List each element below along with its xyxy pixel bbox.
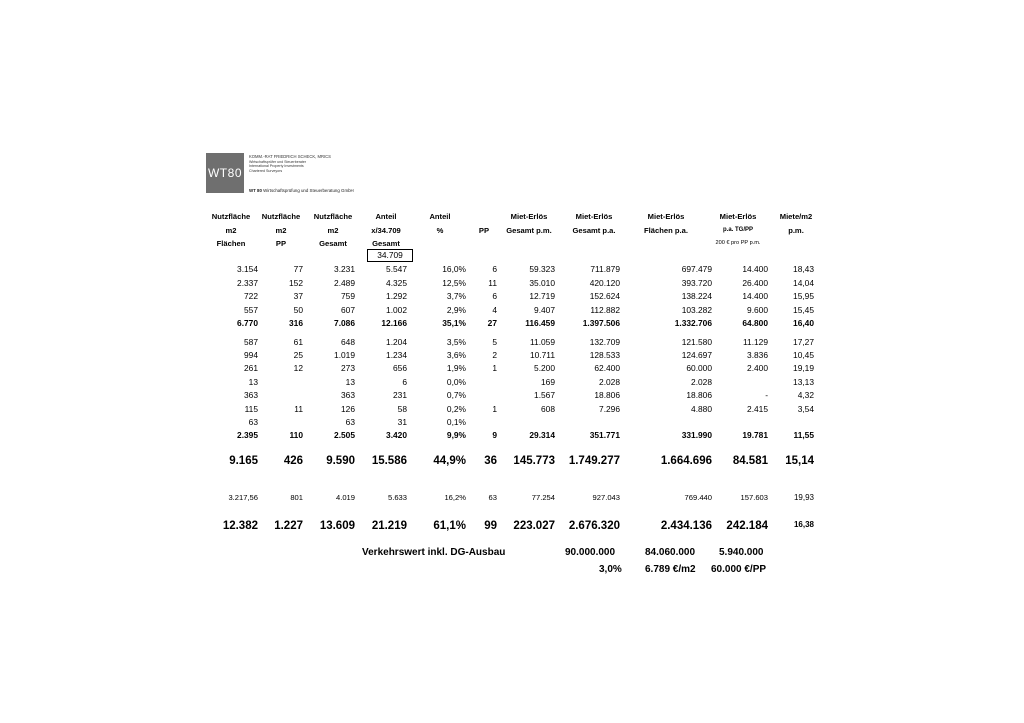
subtotal-cell: 1.664.696 — [660, 455, 712, 467]
table-row-cell: 11.129 — [743, 337, 768, 347]
extra-row-cell: 4.019 — [335, 493, 355, 502]
grand-total-cell: 13.609 — [319, 520, 355, 532]
table-row-cell: 9.407 — [534, 305, 555, 315]
group-total-cell: 27 — [487, 318, 497, 328]
table-row-cell: 1.234 — [386, 350, 407, 360]
table-row-cell: 3,7% — [446, 291, 466, 301]
column-header: Miet-Erlös — [575, 212, 613, 221]
grand-total-cell: 2.676.320 — [568, 520, 620, 532]
table-row-cell: 121.580 — [681, 337, 712, 347]
subtotal-cell: 44,9% — [433, 455, 466, 467]
table-row-cell: 58 — [397, 404, 407, 414]
subtotal-cell: 1.749.277 — [568, 455, 620, 467]
table-row-cell: 2.400 — [747, 363, 768, 373]
table-row-cell: 711.879 — [590, 264, 620, 274]
table-row-cell: 2.415 — [747, 404, 768, 414]
table-row-cell: 6 — [492, 264, 497, 274]
table-row-cell: 25 — [293, 350, 303, 360]
column-header: p.m. — [788, 226, 804, 235]
table-row-cell: 1.204 — [386, 337, 407, 347]
table-row-cell: 5.547 — [386, 264, 407, 274]
table-row-cell: 3.154 — [237, 264, 258, 274]
subtotal-cell: 9.590 — [326, 455, 355, 467]
column-header: m2 — [327, 226, 339, 235]
table-row-cell: 18.806 — [594, 390, 620, 400]
extra-row-cell: 77.254 — [531, 493, 555, 502]
table-row-cell: 35.010 — [529, 278, 555, 288]
grand-total-cell: 2.434.136 — [660, 520, 712, 532]
column-header: Miet-Erlös — [719, 212, 757, 221]
group-total-cell: 7.086 — [334, 318, 355, 328]
grand-total-cell: 61,1% — [433, 520, 466, 532]
group-total-cell: 64.800 — [742, 318, 768, 328]
letterhead-line2: Wirtschaftsprüfer und Steuerberater — [249, 159, 307, 164]
column-header: Miet-Erlös — [647, 212, 685, 221]
table-row-cell: 60.000 — [686, 363, 712, 373]
extra-row-cell: 157.603 — [740, 493, 768, 502]
table-row-cell: 273 — [341, 363, 355, 373]
column-header: Nutzfläche — [313, 212, 353, 221]
table-row-cell: 1.292 — [386, 291, 407, 301]
boxed-total-area: 34.709 — [367, 249, 413, 262]
group-total-cell: 9,9% — [446, 430, 466, 440]
table-row-cell: 1 — [492, 404, 497, 414]
extra-row-cell: 19,93 — [793, 493, 814, 502]
value-per-m2: 6.789 €/m2 — [645, 564, 696, 575]
grand-total-cell: 16,38 — [793, 520, 814, 529]
column-header: Nutzfläche — [211, 212, 251, 221]
table-row-cell: 16,0% — [442, 264, 466, 274]
table-row-cell: 5.200 — [534, 363, 555, 373]
table-row-cell: 59.323 — [529, 264, 555, 274]
column-header: Flächen p.a. — [644, 226, 688, 235]
table-row-cell: 77 — [293, 264, 303, 274]
table-row-cell: 2,9% — [446, 305, 466, 315]
group-total-cell: 110 — [289, 430, 303, 440]
table-row-cell: 0,2% — [446, 404, 466, 414]
grand-total-cell: 12.382 — [222, 520, 258, 532]
table-row-cell: 6 — [492, 291, 497, 301]
column-header: PP — [275, 239, 287, 248]
table-row-cell: 0,7% — [446, 390, 466, 400]
subtotal-cell: 145.773 — [513, 455, 555, 467]
table-row-cell: 124.697 — [681, 350, 712, 360]
market-value-pp: 5.940.000 — [719, 547, 764, 558]
table-row-cell: 152 — [289, 278, 303, 288]
table-row-cell: 1,9% — [446, 363, 466, 373]
table-row-cell: 13 — [248, 377, 258, 387]
table-row-cell: 2.028 — [599, 377, 620, 387]
letterhead-line4: Chartered Surveyors — [249, 168, 283, 173]
table-row-cell: 5 — [492, 337, 497, 347]
table-row-cell: 12 — [293, 363, 303, 373]
table-row-cell: 363 — [341, 390, 355, 400]
column-header: p.a. TG/PP — [722, 227, 753, 233]
table-row-cell: 1.567 — [534, 390, 555, 400]
group-total-cell: 2.395 — [237, 430, 258, 440]
table-row-cell: 37 — [293, 291, 303, 301]
table-row-cell: 132.709 — [589, 337, 620, 347]
table-row-cell: 2.489 — [334, 278, 355, 288]
grand-total-cell: 21.219 — [371, 520, 407, 532]
group-total-cell: 19.781 — [742, 430, 768, 440]
table-row-cell: 61 — [293, 337, 303, 347]
table-row-cell: 14.400 — [742, 291, 768, 301]
table-row-cell: 50 — [293, 305, 303, 315]
column-header: Gesamt p.m. — [506, 226, 552, 235]
table-row-cell: 656 — [393, 363, 407, 373]
table-row-cell: 3,54 — [797, 404, 814, 414]
table-row-cell: 12.719 — [529, 291, 555, 301]
value-per-pp: 60.000 €/PP — [711, 564, 767, 575]
column-header: % — [436, 226, 444, 235]
group-total-cell: 3.420 — [386, 430, 407, 440]
table-row-cell: 2.337 — [237, 278, 258, 288]
table-row-cell: 9.600 — [747, 305, 768, 315]
subtotal-cell: 426 — [283, 455, 303, 467]
column-header: Anteil — [375, 212, 397, 221]
grand-total-cell: 242.184 — [726, 520, 768, 532]
table-row-cell: 138.224 — [681, 291, 712, 301]
extra-row-cell: 801 — [290, 493, 303, 502]
group-total-cell: 35,1% — [442, 318, 466, 328]
subtotal-cell: 84.581 — [732, 455, 768, 467]
extra-row-cell: 16,2% — [444, 493, 466, 502]
table-row-cell: 759 — [341, 291, 355, 301]
firm-name-rest: Wirtschaftsprüfung und Steuerberatung GmbH — [263, 188, 354, 193]
table-row-cell: 18.806 — [686, 390, 712, 400]
group-total-cell: 331.990 — [681, 430, 712, 440]
table-row-cell: 6 — [402, 377, 407, 387]
table-row-cell: 557 — [244, 305, 258, 315]
table-row-cell: 3.231 — [334, 264, 355, 274]
table-row-cell: 10,45 — [793, 350, 814, 360]
subtotal-cell: 15.586 — [371, 455, 407, 467]
table-row-cell: 1.002 — [386, 305, 407, 315]
table-row-cell: 169 — [541, 377, 555, 387]
group-total-cell: 1.397.506 — [582, 318, 620, 328]
group-total-cell: 316 — [289, 318, 303, 328]
table-row-cell: 7.296 — [599, 404, 620, 414]
column-header: Flächen — [216, 239, 246, 248]
table-row-cell: 19,19 — [793, 363, 814, 373]
group-total-cell: 351.771 — [589, 430, 620, 440]
table-row-cell: 1 — [492, 363, 497, 373]
table-row-cell: 12,5% — [442, 278, 466, 288]
table-row-cell: 0,1% — [446, 417, 466, 427]
column-header: Gesamt — [372, 239, 400, 248]
table-row-cell: 14,04 — [793, 278, 814, 288]
market-value-label: Verkehrswert inkl. DG-Ausbau — [362, 547, 506, 558]
table-row-cell: 13,13 — [793, 377, 814, 387]
table-row-cell: 261 — [244, 363, 258, 373]
table-row-cell: 14.400 — [742, 264, 768, 274]
table-row-cell: 128.533 — [589, 350, 620, 360]
table-row-cell: 363 — [244, 390, 258, 400]
table-row-cell: 697.479 — [681, 264, 712, 274]
table-row-cell: 15,45 — [793, 305, 814, 315]
table-row-cell: 103.282 — [681, 305, 712, 315]
column-header: x/34.709 — [371, 226, 401, 235]
table-row-cell: 115 — [244, 404, 258, 414]
table-row-cell: 13 — [345, 377, 355, 387]
table-row-cell: 4,32 — [797, 390, 814, 400]
table-row-cell: 152.624 — [589, 291, 620, 301]
letterhead-text — [249, 155, 331, 173]
yield-percent: 3,0% — [599, 564, 622, 575]
group-total-cell: 116.459 — [525, 318, 555, 328]
table-row-cell: 393.720 — [681, 278, 712, 288]
group-total-cell: 16,40 — [793, 318, 814, 328]
table-row-cell: 3.836 — [747, 350, 768, 360]
column-header: Gesamt p.a. — [572, 226, 616, 235]
table-row-cell: - — [765, 390, 768, 400]
table-row-cell: 11.059 — [530, 337, 555, 347]
group-total-cell: 6.770 — [237, 318, 258, 328]
letterhead-line1: KOMM.-RAT FRIEDRICH SCHECK, MRICS — [249, 154, 331, 159]
table-row-cell: 587 — [244, 337, 258, 347]
firm-name-bold: WT 80 — [249, 188, 262, 193]
table-row-cell: 17,27 — [793, 337, 814, 347]
table-row-cell: 63 — [345, 417, 355, 427]
group-total-cell: 2.505 — [334, 430, 355, 440]
extra-row-cell: 769.440 — [684, 493, 712, 502]
grand-total-cell: 223.027 — [513, 520, 555, 532]
group-total-cell: 9 — [492, 430, 497, 440]
subtotal-cell: 9.165 — [229, 455, 258, 467]
table-row-cell: 994 — [244, 350, 258, 360]
table-row-cell: 15,95 — [793, 291, 814, 301]
table-row-cell: 18,43 — [793, 264, 814, 274]
table-row-cell: 4.325 — [386, 278, 407, 288]
group-total-cell: 29.314 — [529, 430, 555, 440]
table-row-cell: 3,5% — [446, 337, 466, 347]
extra-row-cell: 927.043 — [592, 493, 620, 502]
table-row-cell: 63 — [248, 417, 258, 427]
column-header: m2 — [275, 226, 287, 235]
table-row-cell: 608 — [541, 404, 555, 414]
extra-row-cell: 3.217,56 — [228, 493, 258, 502]
column-header: Miet-Erlös — [510, 212, 548, 221]
table-row-cell: 420.120 — [589, 278, 620, 288]
column-header: Miete/m2 — [779, 212, 813, 221]
company-logo: WT80 — [206, 153, 244, 193]
column-header: Anteil — [429, 212, 451, 221]
table-row-cell: 62.400 — [594, 363, 620, 373]
group-total-cell: 1.332.706 — [674, 318, 712, 328]
table-row-cell: 26.400 — [742, 278, 768, 288]
grand-total-cell: 99 — [484, 520, 497, 532]
subtotal-cell: 36 — [484, 455, 497, 467]
grand-total-cell: 1.227 — [274, 520, 303, 532]
table-row-cell: 2 — [492, 350, 497, 360]
table-row-cell: 31 — [397, 417, 407, 427]
subtotal-cell: 15,14 — [785, 455, 814, 467]
group-total-cell: 11,55 — [793, 430, 814, 440]
market-value-total: 90.000.000 — [565, 547, 616, 558]
table-row-cell: 648 — [341, 337, 355, 347]
extra-row-cell: 63 — [488, 493, 497, 502]
table-row-cell: 112.882 — [590, 305, 620, 315]
column-header: 200 € pro PP p.m. — [715, 240, 761, 246]
table-row-cell: 0,0% — [446, 377, 466, 387]
firm-name — [249, 188, 354, 193]
table-row-cell: 11 — [294, 404, 303, 414]
table-row-cell: 2.028 — [691, 377, 712, 387]
column-header: Nutzfläche — [261, 212, 301, 221]
table-row-cell: 126 — [341, 404, 355, 414]
table-row-cell: 722 — [244, 291, 258, 301]
table-row-cell: 11 — [488, 278, 497, 288]
column-header: Gesamt — [319, 239, 347, 248]
group-total-cell: 12.166 — [381, 318, 407, 328]
market-value-flaechen: 84.060.000 — [645, 547, 696, 558]
column-header: PP — [478, 226, 490, 235]
table-row-cell: 4.880 — [691, 404, 712, 414]
table-row-cell: 4 — [492, 305, 497, 315]
table-row-cell: 1.019 — [334, 350, 355, 360]
letterhead-line3: International Property Investments — [249, 164, 304, 169]
table-row-cell: 10.711 — [530, 350, 555, 360]
extra-row-cell: 5.633 — [387, 493, 407, 502]
table-row-cell: 3,6% — [446, 350, 466, 360]
table-row-cell: 607 — [341, 305, 355, 315]
table-row-cell: 231 — [393, 390, 407, 400]
column-header: m2 — [225, 226, 237, 235]
